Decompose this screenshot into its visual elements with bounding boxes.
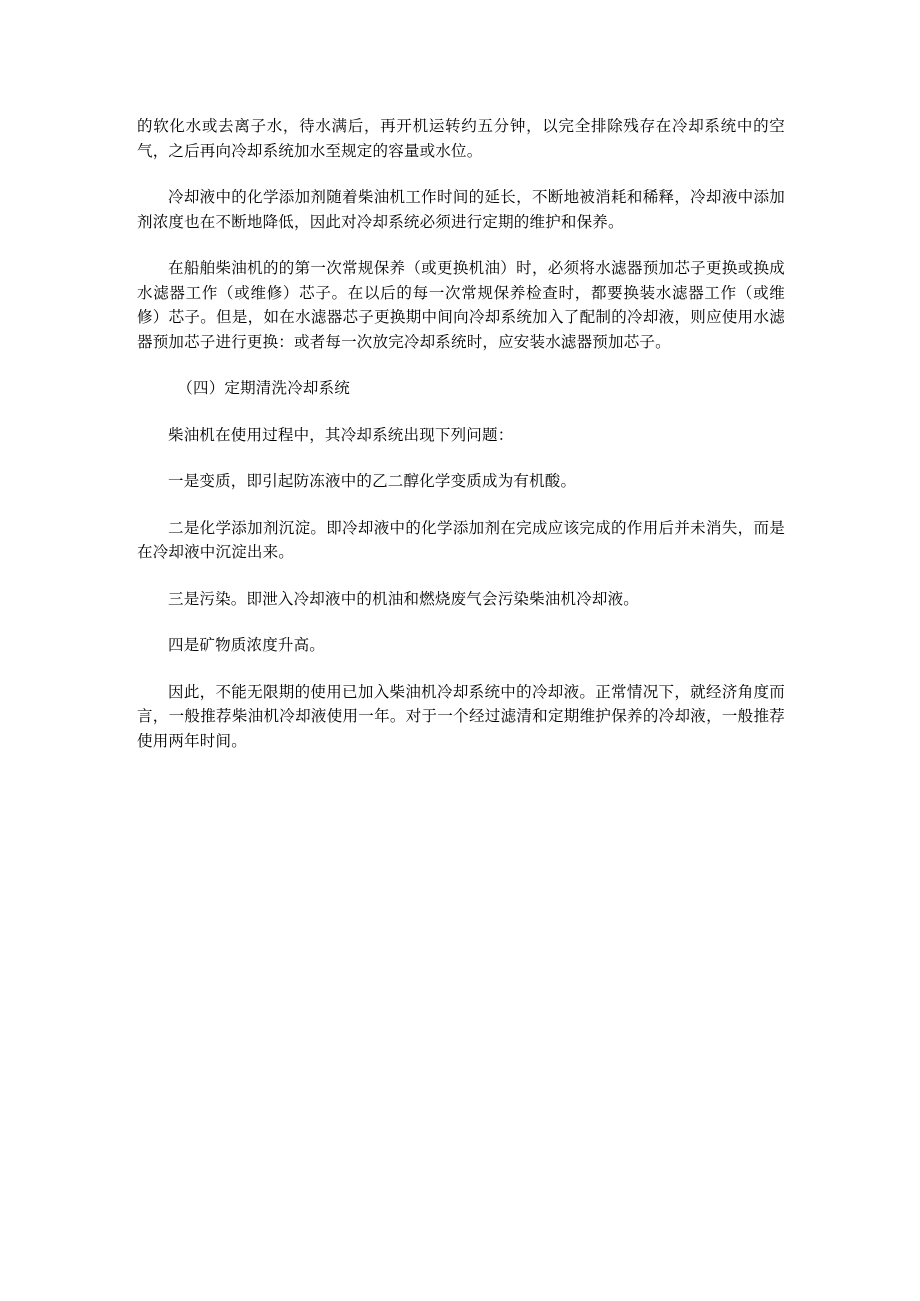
paragraph-9: 四是矿物质浓度升高。 [168, 636, 326, 654]
paragraph-1: 的软化水或去离子水，待水满后，再开机运转约五分钟，以完全排除残存在冷却系统中的空气，之后再向冷却系统加水至规定的容量或水位。 [137, 117, 785, 160]
section-heading: （四）定期清洗冷却系统 [177, 379, 350, 397]
paragraph-3: 在船舶柴油机的的第一次常规保养（或更换机油）时，必须将水滤器预加芯子更换或换成水滤器工作（或维修）芯子。在以后的每一次常规保养检查时，都要换装水滤器工作（或维修）芯子。但是，如在水滤器芯子更换期中间向冷却系统加入了配制的冷却液，则应使用水滤器预加芯子进行更换：或者每一次放完冷却系统时，应安装水滤器预加芯子。 [137, 259, 785, 351]
paragraph-10: 因此，不能无限期的使用已加入柴油机冷却系统中的冷却液。正常情况下，就经济角度而言，一般推荐柴油机冷却液使用一年。对于一个经过滤清和定期维护保养的冷却液，一般推荐使用两年时间。 [137, 682, 785, 750]
paragraph-2: 冷却液中的化学添加剂随着柴油机工作时间的延长，不断地被消耗和稀释，冷却液中添加剂浓度也在不断地降低，因此对冷却系统必须进行定期的维护和保养。 [137, 188, 785, 231]
paragraph-7: 二是化学添加剂沉淀。即冷却液中的化学添加剂在完成应该完成的作用后并未消失，而是在冷却液中沉淀出来。 [137, 518, 785, 561]
paragraph-5: 柴油机在使用过程中，其冷却系统出现下列问题： [168, 425, 514, 444]
paragraph-8: 三是污染。即泄入冷却液中的机油和燃烧废气会污染柴油机冷却液。 [168, 589, 640, 608]
document-body [137, 114, 785, 775]
paragraph-6: 一是变质，即引起防冻液中的乙二醇化学变质成为有机酸。 [168, 472, 577, 490]
